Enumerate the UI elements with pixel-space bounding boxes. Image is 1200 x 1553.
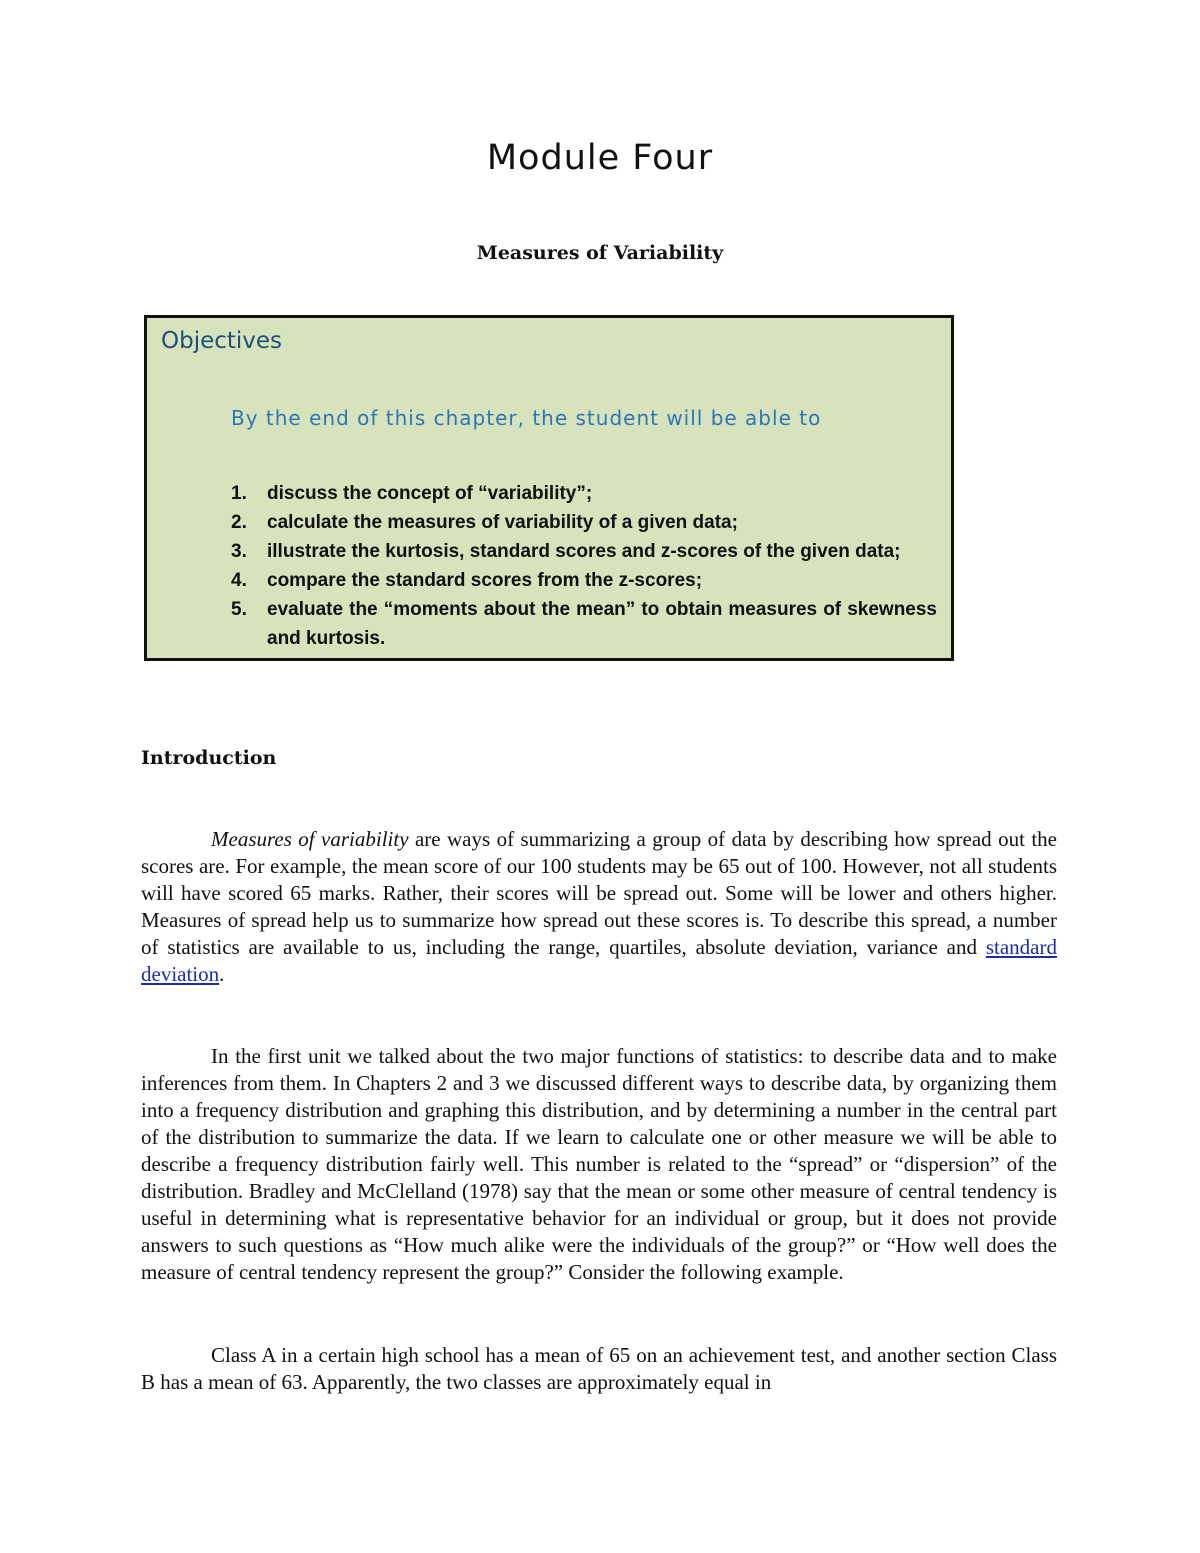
intro-paragraph-3 bbox=[141, 1342, 1057, 1396]
objective-item bbox=[231, 537, 937, 566]
objective-number: 5. bbox=[231, 599, 247, 620]
page-subtitle: Measures of Variability bbox=[476, 242, 724, 264]
objective-item bbox=[231, 479, 937, 508]
intro-paragraph-3-text: Class A in a certain high school has a mean of 65 on an achievement test, and another section Class B has a mean of 63. Apparently, the two classes are approximately equal in bbox=[141, 1343, 1057, 1394]
objectives-list bbox=[231, 479, 937, 653]
objective-number: 2. bbox=[231, 512, 247, 533]
intro-term: Measures of variability bbox=[211, 827, 409, 851]
intro-paragraph-1 bbox=[141, 826, 1057, 988]
objective-item bbox=[231, 508, 937, 537]
objective-text: illustrate the kurtosis, standard scores and z-scores of the given data; bbox=[267, 541, 901, 562]
objective-item bbox=[231, 595, 937, 653]
intro-paragraph-1-end: . bbox=[219, 962, 225, 986]
introduction-heading: Introduction bbox=[141, 747, 277, 769]
standard-deviation-link[interactable]: standard deviation bbox=[141, 935, 1057, 986]
objectives-box bbox=[144, 315, 954, 661]
objective-text: compare the standard scores from the z-scores; bbox=[267, 570, 703, 591]
intro-paragraph-1-body: are ways of summarizing a group of data by describing how spread out the scores are. For example, the mean score of our 100 students may be 65 out of 100. However, not all students will have scored 65 marks. Rather, their scores will be spread out. Some will be lower and others higher. Measures of spread help us to summarize how spread out these scores is. To describe this spread, a number of statistics are available to us, including the range, quartiles, absolute deviation, variance and bbox=[141, 827, 1057, 959]
objective-text: evaluate the “moments about the mean” to obtain measures of skewness and kurtosis. bbox=[267, 599, 937, 649]
objective-number: 4. bbox=[231, 570, 247, 591]
intro-paragraph-2-text: In the first unit we talked about the two major functions of statistics: to describe data and to make inferences from them. In Chapters 2 and 3 we discussed different ways to describe data, by organizing them into a frequency distribution and graphing this distribution, and by determining a number in the central part of the distribution to summarize the data. If we learn to calculate one or other measure we will be able to describe a frequency distribution fairly well. This number is related to the “spread” or “dispersion” of the distribution. Bradley and McClelland (1978) say that the mean or some other measure of central tendency is useful in determining what is representative behavior for an individual or group, but it does not provide answers to such questions as “How much alike were the individuals of the group?” or “How well does the measure of central tendency represent the group?” Consider the following example. bbox=[141, 1044, 1057, 1284]
objectives-lead: By the end of this chapter, the student will be able to bbox=[231, 406, 822, 430]
page-title: Module Four bbox=[486, 138, 714, 178]
intro-paragraph-2 bbox=[141, 1043, 1057, 1286]
objective-text: discuss the concept of “variability”; bbox=[267, 483, 593, 504]
objectives-heading: Objectives bbox=[161, 328, 283, 354]
objective-text: calculate the measures of variability of a given data; bbox=[267, 512, 738, 533]
objective-item bbox=[231, 566, 937, 595]
objective-number: 3. bbox=[231, 541, 247, 562]
objective-number: 1. bbox=[231, 483, 247, 504]
